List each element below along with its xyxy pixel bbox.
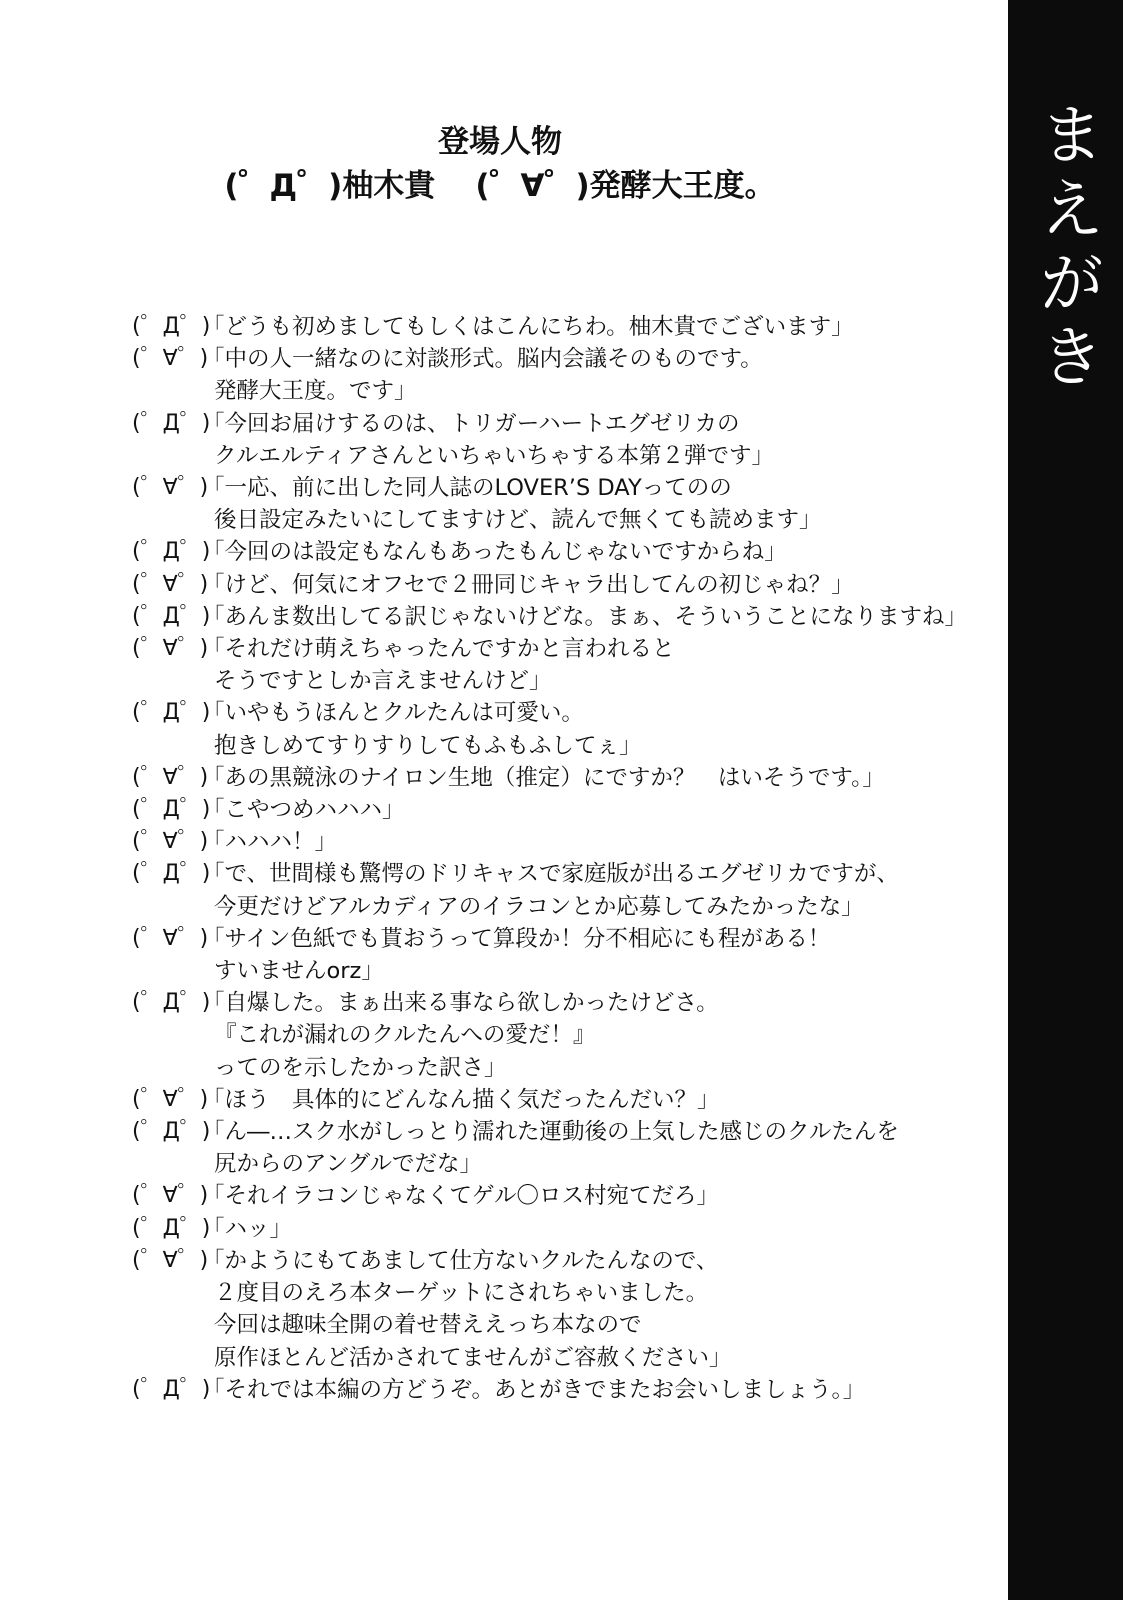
dialogue-turn	[132, 569, 992, 601]
speaker-face-icon: (゜∀゜)	[132, 1086, 209, 1112]
cast-list	[0, 164, 1000, 208]
dialogue-continuation-line: ってのを示したかった訳さ」	[214, 1054, 507, 1081]
dialogue-line: 「あんま数出してる訳じゃないけどな。まぁ、そういうことになりますね」	[202, 603, 968, 630]
turn-lines	[202, 536, 992, 568]
dialogue-line: 「今回お届けするのは、トリガーハートエグゼリカの	[202, 410, 740, 437]
dialogue-line: 「中の人一緒なのに対談形式。脳内会議そのものです。	[202, 346, 763, 373]
dialogue-line: 「ハハハ！」	[202, 829, 338, 856]
speaker-face-icon: (゜Д゜)	[132, 314, 211, 339]
turn-lines	[202, 923, 992, 987]
dialogue-line: 「けど、何気にオフセで２冊同じキャラ出してんの初じゃね？」	[202, 571, 854, 598]
dialogue-continuation-line: クルエルティアさんといちゃいちゃする本第２弾です」	[214, 442, 775, 469]
dialogue-turn	[132, 633, 992, 697]
turn-lines	[202, 601, 992, 633]
dialogue-continuation-line: 『これが漏れのクルたんへの愛だ！』	[214, 1022, 596, 1049]
speaker-face-icon: (゜Д゜)	[132, 1119, 211, 1145]
turn-lines	[202, 633, 992, 697]
turn-lines	[202, 472, 992, 536]
speaker-face-icon: (゜Д゜)	[132, 410, 211, 436]
speaker-face-icon: (゜∀゜)	[132, 475, 209, 501]
turn-lines	[202, 762, 992, 794]
dialogue-continuation-line: 抱きしめてすりすりしてもふもふしてぇ」	[214, 732, 642, 759]
dialogue	[132, 311, 992, 1406]
dialogue-continuation-line: 今更だけどアルカディアのイラコンとか応募してみたかったな」	[214, 893, 864, 920]
cast-member	[475, 164, 775, 208]
speaker-face-icon: (゜∀゜)	[132, 636, 209, 662]
turn-lines	[202, 1213, 992, 1245]
speaker-face-icon: (゜Д゜)	[132, 797, 211, 823]
dialogue-line: 「ん―…スク水がしっとり濡れた運動後の上気した感じのクルたんを	[202, 1119, 899, 1146]
speaker-face-icon: (゜∀゜)	[132, 346, 209, 372]
turn-lines	[202, 794, 992, 826]
speaker-face-icon: (゜Д゜)	[132, 1376, 211, 1402]
header-title: 登場人物	[438, 124, 562, 160]
dialogue-continuation-line: すいませんorz」	[214, 958, 384, 985]
dialogue-line: 「今回のは設定もなんもあったもんじゃないですからね」	[202, 539, 787, 566]
speaker-face-icon: (゜Д゜)	[132, 861, 211, 887]
turn-lines	[202, 1374, 992, 1406]
dialogue-line: 「それだけ萌えちゃったんですかと言われると	[202, 636, 675, 663]
speaker-face-icon: (゜∀゜)	[132, 1247, 209, 1273]
speaker-face-icon: (゜∀゜)	[132, 571, 209, 597]
dialogue-line: 「ハッ」	[202, 1215, 293, 1242]
turn-lines	[202, 697, 992, 761]
turn-lines	[202, 311, 992, 343]
dialogue-turn	[132, 858, 992, 922]
dialogue-turn	[132, 923, 992, 987]
speaker-face-icon: (゜Д゜)	[132, 539, 211, 565]
dialogue-turn	[132, 1116, 992, 1180]
cast-name: 柚木貴	[342, 168, 436, 204]
dialogue-line: 「どうも初めましてもしくはこんにちわ。柚木貴でございます」	[202, 314, 854, 340]
cast-header	[0, 120, 1000, 208]
side-band	[1008, 0, 1123, 1600]
dialogue-turn	[132, 1245, 992, 1374]
turn-lines	[202, 1084, 992, 1116]
turn-lines	[202, 987, 992, 1084]
dialogue-turn	[132, 472, 992, 536]
dialogue-turn	[132, 697, 992, 761]
dialogue-line: 「それでは本編の方どうぞ。あとがきでまたお会いしましょう。」	[202, 1376, 866, 1403]
dialogue-continuation-line: 原作ほとんど活かされてませんがご容赦ください」	[214, 1344, 732, 1371]
dialogue-turn	[132, 343, 992, 407]
speaker-face-icon: (゜Д゜)	[132, 700, 211, 726]
dialogue-turn	[132, 311, 992, 343]
dialogue-continuation-line: 後日設定みたいにしてますけど、読んで無くても読めます」	[214, 507, 822, 534]
dialogue-line: 「ほう 具体的にどんなん描く気だったんだい？」	[202, 1086, 720, 1113]
turn-lines	[202, 1245, 992, 1374]
dialogue-line: 「で、世間様も驚愕のドリキャスで家庭版が出るエグゼリカですが、	[202, 861, 899, 888]
dialogue-turn	[132, 601, 992, 633]
speaker-face-icon: (゜Д゜)	[132, 1215, 211, 1241]
turn-lines	[202, 343, 992, 407]
dialogue-turn	[132, 536, 992, 568]
dialogue-line: 「こやつめハハハ」	[202, 797, 405, 824]
speaker-face-icon: (゜Д゜)	[132, 603, 211, 629]
dialogue-line: 「かようにもてあまして仕方ないクルたんなので、	[202, 1247, 719, 1274]
turn-lines	[202, 826, 992, 858]
turn-lines	[202, 858, 992, 922]
dialogue-line: 「あの黒競泳のナイロン生地（推定）にですか？ はいそうです。」	[202, 764, 885, 791]
turn-lines	[202, 408, 992, 472]
cast-face-icon: (゜∀゜)	[475, 168, 590, 204]
dialogue-turn	[132, 1374, 992, 1406]
dialogue-turn	[132, 1084, 992, 1116]
speaker-face-icon: (゜∀゜)	[132, 925, 209, 951]
dialogue-turn	[132, 1213, 992, 1245]
dialogue-line: 「一応、前に出した同人誌のLOVER’S DAYってのの	[202, 475, 732, 502]
side-title: まえがき	[1027, 100, 1105, 396]
dialogue-continuation-line: 発酵大王度。です」	[214, 378, 417, 405]
turn-lines	[202, 1116, 992, 1180]
dialogue-line: 「いやもうほんとクルたんは可愛い。	[202, 700, 584, 727]
dialogue-line: 「自爆した。まぁ出来る事なら欲しかったけどさ。	[202, 990, 719, 1017]
dialogue-turn	[132, 826, 992, 858]
speaker-face-icon: (゜∀゜)	[132, 1183, 209, 1209]
speaker-face-icon: (゜Д゜)	[132, 990, 211, 1016]
speaker-face-icon: (゜∀゜)	[132, 829, 209, 855]
dialogue-continuation-line: ２度目のえろ本ターゲットにされちゃいました。	[214, 1280, 709, 1307]
dialogue-continuation-line: 尻からのアングルでだな」	[214, 1151, 482, 1178]
dialogue-turn	[132, 408, 992, 472]
dialogue-continuation-line: 今回は趣味全開の着せ替ええっち本なので	[214, 1312, 642, 1339]
dialogue-continuation-line: そうですとしか言えませんけど」	[214, 668, 552, 695]
cast-face-icon: (゜Д゜)	[224, 168, 343, 204]
dialogue-turn	[132, 987, 992, 1084]
cast-name: 発酵大王度。	[589, 168, 776, 204]
dialogue-turn	[132, 762, 992, 794]
dialogue-turn	[132, 1180, 992, 1212]
turn-lines	[202, 1180, 992, 1212]
cast-member	[224, 164, 435, 208]
dialogue-line: 「サイン色紙でも貰おうって算段か！分不相応にも程がある！	[202, 925, 831, 952]
turn-lines	[202, 569, 992, 601]
dialogue-line: 「それイラコンじゃなくてゲル〇ロス村宛てだろ」	[202, 1183, 720, 1210]
dialogue-turn	[132, 794, 992, 826]
speaker-face-icon: (゜∀゜)	[132, 764, 209, 790]
